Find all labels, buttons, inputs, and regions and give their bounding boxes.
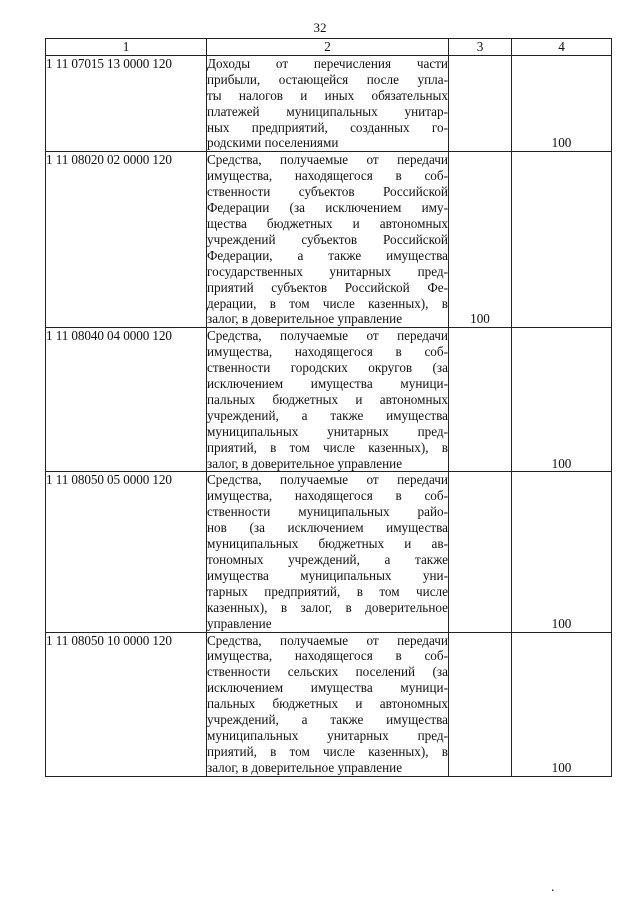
- description-line: ты налогов и иных обязательных: [207, 87, 448, 103]
- description-line: ственности сельских поселений (за: [207, 664, 448, 680]
- income-code-cell: 1 11 08050 05 0000 120: [46, 472, 207, 632]
- value-col-3-cell: [449, 328, 512, 472]
- value-text: 100: [551, 455, 572, 471]
- description-line: управление: [207, 615, 272, 631]
- budget-classification-table: [45, 38, 612, 777]
- description-line: имущества, находящегося в соб-: [207, 344, 448, 360]
- value-col-4-cell: [512, 55, 612, 151]
- value-col-3-cell: [449, 55, 512, 151]
- description-line: родскими поселениями: [207, 135, 339, 151]
- description-line: ственности субъектов Российской: [207, 184, 448, 200]
- income-description-cell: [207, 328, 449, 472]
- description-line: учреждений, а также имущества: [207, 407, 448, 423]
- description-line: учреждений, а также имущества: [207, 712, 448, 728]
- table-row: [46, 472, 612, 632]
- value-col-3-cell: [449, 632, 512, 776]
- income-code-cell: 1 11 07015 13 0000 120: [46, 55, 207, 151]
- description-line: казенных), в залог, в доверительное: [207, 599, 448, 615]
- description-line: исключением имущества муници-: [207, 376, 448, 392]
- income-code-cell: 1 11 08020 02 0000 120: [46, 152, 207, 328]
- description-line: дерации, в том числе казенных), в: [207, 295, 448, 311]
- description-line: тономных учреждений, а также: [207, 552, 448, 567]
- description-line: залог, в доверительное управление: [207, 311, 403, 327]
- description-line: Доходы от перечисления части: [207, 55, 448, 71]
- description-line: Средства, получаемые от передачи: [207, 472, 448, 488]
- description-line: муниципальных унитарных пред-: [207, 423, 448, 439]
- description-line: тарных предприятий, в том числе: [207, 583, 448, 599]
- description-line: щества бюджетных и автономных: [207, 215, 448, 231]
- description-line: платежей муниципальных унитар-: [207, 103, 448, 119]
- description-line: государственных унитарных пред-: [207, 263, 448, 279]
- value-col-4-cell: [512, 632, 612, 776]
- header-col-3: 3: [449, 39, 512, 56]
- description-line: Средства, получаемые от передачи: [207, 328, 448, 344]
- description-line: приятий субъектов Российской Фе-: [207, 279, 448, 295]
- description-line: имущества муниципальных уни-: [207, 567, 448, 583]
- description-line: прибыли, остающейся после упла-: [207, 71, 448, 87]
- description-line: пальных бюджетных и автономных: [207, 391, 448, 407]
- value-col-3-cell: [449, 472, 512, 632]
- table-row: [46, 632, 612, 776]
- description-line: пальных бюджетных и автономных: [207, 696, 448, 712]
- description-line: имущества, находящегося в соб-: [207, 488, 448, 504]
- description-line: залог, в доверительное управление: [207, 455, 403, 471]
- value-col-3-cell: [449, 152, 512, 328]
- table-row: [46, 55, 612, 151]
- value-text: 100: [551, 759, 572, 775]
- description-line: ственности городских округов (за: [207, 360, 448, 376]
- page-number: 32: [313, 20, 327, 35]
- description-line: Федерации, а также имущества: [207, 247, 448, 263]
- description-line: приятий, в том числе казенных), в: [207, 439, 448, 455]
- description-line: ственности муниципальных райо-: [207, 504, 448, 520]
- value-col-4-cell: [512, 328, 612, 472]
- description-line: нов (за исключением имущества: [207, 520, 448, 536]
- description-line: приятий, в том числе казенных), в: [207, 743, 448, 759]
- value-col-4-cell: [512, 152, 612, 328]
- header-col-4: 4: [512, 39, 612, 56]
- description-line: залог, в доверительное управление: [207, 759, 403, 775]
- description-line: имущества, находящегося в соб-: [207, 168, 448, 184]
- description-line: исключением имущества муници-: [207, 680, 448, 696]
- header-col-1: 1: [46, 39, 207, 56]
- income-description-cell: [207, 152, 449, 328]
- income-code-cell: 1 11 08050 10 0000 120: [46, 632, 207, 776]
- page-mark: .: [551, 880, 555, 895]
- header-col-2: 2: [207, 39, 449, 56]
- description-line: имущества, находящегося в соб-: [207, 648, 448, 664]
- value-col-4-cell: [512, 472, 612, 632]
- income-description-cell: [207, 55, 449, 151]
- value-text: 100: [551, 135, 572, 151]
- description-line: ных предприятий, созданных го-: [207, 119, 448, 135]
- description-line: муниципальных бюджетных и ав-: [207, 536, 448, 552]
- income-description-cell: [207, 632, 449, 776]
- value-text: 100: [551, 615, 572, 631]
- income-code-cell: 1 11 08040 04 0000 120: [46, 328, 207, 472]
- description-line: Средства, получаемые от передачи: [207, 152, 448, 168]
- value-text: 100: [470, 311, 490, 327]
- table-header-row: [46, 39, 612, 56]
- description-line: учреждений субъектов Российской: [207, 231, 448, 247]
- description-line: муниципальных унитарных пред-: [207, 727, 448, 743]
- table-row: [46, 328, 612, 472]
- income-description-cell: [207, 472, 449, 632]
- table-row: [46, 152, 612, 328]
- description-line: Федерации (за исключением иму-: [207, 200, 448, 216]
- description-line: Средства, получаемые от передачи: [207, 632, 448, 648]
